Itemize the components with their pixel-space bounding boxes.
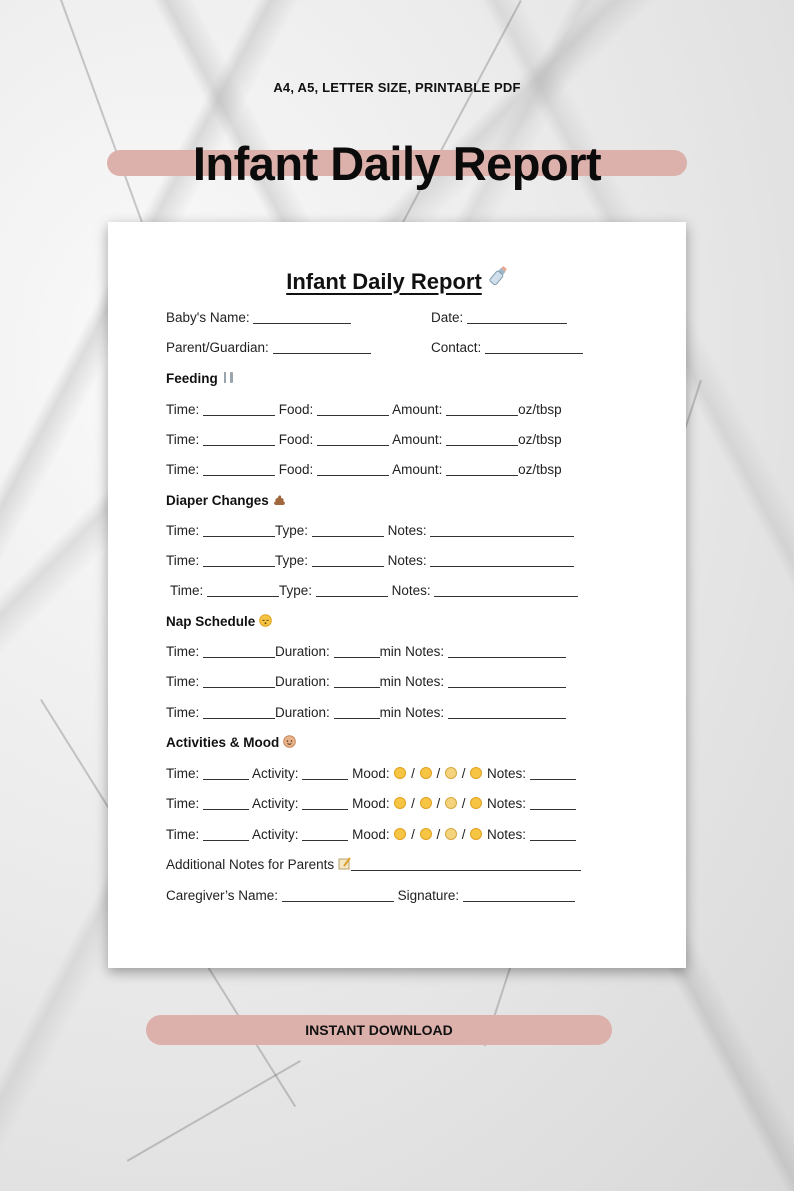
sleeping-face-icon (259, 614, 272, 630)
activity-field[interactable] (302, 829, 348, 841)
poop-icon (273, 493, 286, 509)
signature-label: Signature: (397, 888, 460, 903)
sheet-title-text: Infant Daily Report (286, 269, 482, 294)
activity-row (166, 766, 576, 781)
sad-emoji-icon[interactable] (420, 828, 432, 840)
date-field[interactable] (467, 312, 567, 324)
feeding-food-label: Food: (278, 462, 314, 477)
activity-time-field[interactable] (203, 768, 249, 780)
caregiver-name-label: Caregiver’s Name: (166, 888, 279, 903)
babys-name-field[interactable] (253, 312, 351, 324)
sad-emoji-icon[interactable] (420, 797, 432, 809)
feeding-heading-text: Feeding (166, 371, 218, 386)
diaper-time-field[interactable] (207, 585, 279, 597)
format-note: A4, A5, LETTER SIZE, PRINTABLE PDF (273, 80, 521, 95)
diaper-notes-label: Notes: (387, 523, 427, 538)
contact-label: Contact: (431, 340, 482, 355)
feeding-amount-label: Amount: (392, 402, 443, 417)
caregiver-row (166, 888, 575, 903)
contact-field[interactable] (485, 342, 583, 354)
activity-row (166, 796, 576, 811)
mood-separator: / (461, 796, 466, 811)
additional-notes-row (166, 857, 581, 873)
feeding-food-label: Food: (278, 402, 314, 417)
feeding-amount-field[interactable] (446, 464, 518, 476)
feeding-heading (166, 371, 235, 387)
mood-label: Mood: (352, 766, 390, 781)
feeding-time-field[interactable] (203, 404, 275, 416)
smile-emoji-icon[interactable] (394, 828, 406, 840)
mood-separator: / (411, 766, 415, 781)
report-sheet (108, 222, 686, 968)
babys-name-row (166, 310, 351, 325)
feeding-unit: oz/tbsp (518, 462, 562, 477)
feeding-food-field[interactable] (317, 434, 389, 446)
diaper-time-label: Time: (166, 523, 200, 538)
diaper-notes-field[interactable] (430, 555, 574, 567)
mood-separator: / (436, 827, 441, 842)
diaper-time-field[interactable] (203, 525, 275, 537)
diaper-notes-label: Notes: (391, 583, 431, 598)
mood-separator: / (436, 766, 441, 781)
feeding-amount-label: Amount: (392, 432, 443, 447)
diaper-row (166, 523, 574, 538)
caregiver-name-field[interactable] (282, 890, 394, 902)
nap-heading (166, 614, 272, 630)
activity-notes-label: Notes: (487, 796, 527, 811)
feeding-food-field[interactable] (317, 404, 389, 416)
nap-time-field[interactable] (203, 676, 275, 688)
nap-duration-field[interactable] (334, 646, 380, 658)
activities-heading (166, 735, 296, 751)
smile-emoji-icon[interactable] (394, 797, 406, 809)
nap-time-field[interactable] (203, 707, 275, 719)
diaper-notes-field[interactable] (430, 525, 574, 537)
nap-row (166, 705, 566, 720)
babys-name-label: Baby's Name: (166, 310, 250, 325)
diaper-notes-label: Notes: (387, 553, 427, 568)
feeding-time-field[interactable] (203, 434, 275, 446)
nap-notes-field[interactable] (448, 676, 566, 688)
diaper-heading (166, 493, 286, 509)
diaper-type-label: Type: (279, 583, 313, 598)
diaper-notes-field[interactable] (434, 585, 578, 597)
diaper-type-field[interactable] (312, 555, 384, 567)
mood-separator: / (411, 796, 415, 811)
diaper-time-label: Time: (170, 583, 204, 598)
activity-time-field[interactable] (203, 798, 249, 810)
feeding-unit: oz/tbsp (518, 432, 562, 447)
nap-notes-field[interactable] (448, 707, 566, 719)
nap-row (166, 674, 566, 689)
marble-vein (398, 0, 522, 231)
activity-label: Activity: (252, 766, 299, 781)
feeding-food-field[interactable] (317, 464, 389, 476)
activity-notes-field[interactable] (530, 768, 576, 780)
diaper-row (170, 583, 578, 598)
feeding-row (166, 402, 562, 417)
activity-notes-label: Notes: (487, 766, 527, 781)
mood-separator: / (436, 796, 441, 811)
sad-emoji-icon[interactable] (420, 767, 432, 779)
nap-min-notes-label: min Notes: (379, 674, 445, 689)
feeding-food-label: Food: (278, 432, 314, 447)
mood-label: Mood: (352, 827, 390, 842)
nap-duration-label: Duration: (275, 644, 330, 659)
laugh-emoji-icon[interactable] (470, 797, 482, 809)
nap-min-notes-label: min Notes: (379, 705, 445, 720)
nap-notes-field[interactable] (448, 646, 566, 658)
activity-time-label: Time: (166, 766, 200, 781)
date-row (431, 310, 567, 325)
feeding-row (166, 432, 562, 447)
diaper-time-field[interactable] (203, 555, 275, 567)
nap-duration-label: Duration: (275, 705, 330, 720)
mood-separator: / (461, 827, 466, 842)
mood-label: Mood: (352, 796, 390, 811)
page-title: Infant Daily Report (192, 137, 602, 190)
diaper-row (166, 553, 574, 568)
nap-duration-label: Duration: (275, 674, 330, 689)
marble-vein (127, 1060, 301, 1162)
feeding-time-label: Time: (166, 462, 200, 477)
activity-time-label: Time: (166, 796, 200, 811)
activity-time-field[interactable] (203, 829, 249, 841)
activity-notes-field[interactable] (530, 829, 576, 841)
feeding-amount-field[interactable] (446, 404, 518, 416)
nap-time-label: Time: (166, 674, 200, 689)
nap-duration-field[interactable] (334, 676, 380, 688)
sleepy-emoji-icon[interactable] (445, 767, 457, 779)
laugh-emoji-icon[interactable] (470, 828, 482, 840)
parent-row (166, 340, 371, 355)
activity-field[interactable] (302, 768, 348, 780)
activity-notes-field[interactable] (530, 798, 576, 810)
diaper-type-field[interactable] (316, 585, 388, 597)
sleepy-emoji-icon[interactable] (445, 828, 457, 840)
additional-notes-field[interactable] (351, 859, 581, 871)
memo-icon (338, 857, 351, 873)
nap-time-field[interactable] (203, 646, 275, 658)
laugh-emoji-icon[interactable] (470, 767, 482, 779)
feeding-time-field[interactable] (203, 464, 275, 476)
smile-emoji-icon[interactable] (394, 767, 406, 779)
parent-field[interactable] (273, 342, 371, 354)
activity-field[interactable] (302, 798, 348, 810)
feeding-time-label: Time: (166, 402, 200, 417)
activities-heading-text: Activities & Mood (166, 735, 280, 750)
contact-row (431, 340, 583, 355)
nap-duration-field[interactable] (334, 707, 380, 719)
feeding-amount-field[interactable] (446, 434, 518, 446)
feeding-unit: oz/tbsp (518, 402, 562, 417)
feeding-row (166, 462, 562, 477)
nap-time-label: Time: (166, 644, 200, 659)
date-label: Date: (431, 310, 464, 325)
signature-field[interactable] (463, 890, 575, 902)
parent-label: Parent/Guardian: (166, 340, 269, 355)
feeding-amount-label: Amount: (392, 462, 443, 477)
sleepy-emoji-icon[interactable] (445, 797, 457, 809)
activity-row (166, 827, 576, 842)
diaper-time-label: Time: (166, 553, 200, 568)
diaper-heading-text: Diaper Changes (166, 493, 269, 508)
mood-separator: / (411, 827, 415, 842)
diaper-type-label: Type: (275, 523, 309, 538)
nap-min-notes-label: min Notes: (379, 644, 445, 659)
activity-label: Activity: (252, 827, 299, 842)
diaper-type-field[interactable] (312, 525, 384, 537)
feeding-time-label: Time: (166, 432, 200, 447)
additional-notes-label: Additional Notes for Parents (166, 857, 335, 872)
activity-time-label: Time: (166, 827, 200, 842)
activity-notes-label: Notes: (487, 827, 527, 842)
sheet-title (108, 265, 686, 295)
instant-download-banner: INSTANT DOWNLOAD (146, 1015, 612, 1045)
utensils-icon (222, 371, 235, 387)
nap-row (166, 644, 566, 659)
activity-label: Activity: (252, 796, 299, 811)
nap-time-label: Time: (166, 705, 200, 720)
mood-separator: / (461, 766, 466, 781)
baby-face-icon (283, 735, 296, 751)
baby-bottle-icon (488, 265, 508, 293)
diaper-type-label: Type: (275, 553, 309, 568)
nap-heading-text: Nap Schedule (166, 614, 256, 629)
